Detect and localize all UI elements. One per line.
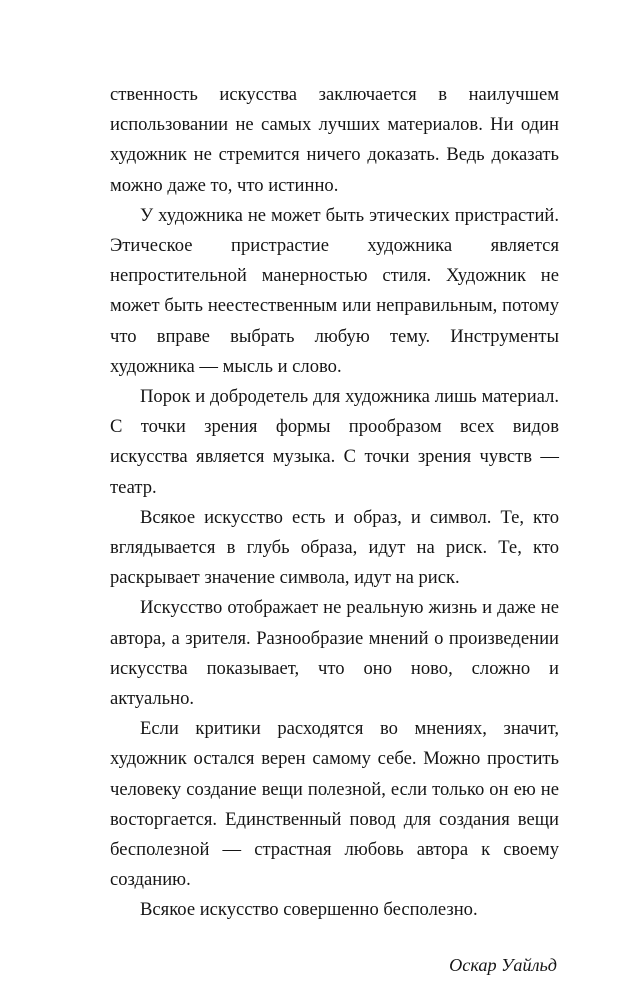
paragraph-spectator: Искусство отображает не реальную жизнь и даже не автора, а зрителя. Разнообразие мнений о произведении искусства показывает, что оно ново, сложно и актуально.: [110, 597, 559, 710]
paragraph-critics: Если критики расходятся во мнениях, значит, художник остался верен самому себе. Можно простить человеку создание вещи полезной, если только он ею не восторгается. Единственный повод для создания вещи бесполезной — страстная любовь автора к своему созданию.: [110, 718, 559, 891]
page-body: [110, 80, 559, 978]
paragraph-continued: ственность искусства заключается в наилучшем использовании не самых лучших материалов. Ни один художник не стремится ничего доказать. Ведь доказать можно даже то, что истинно.: [110, 84, 559, 196]
author-signature: Оскар Уайльд: [449, 954, 557, 975]
paragraph-vice-virtue: Порок и добродетель для художника лишь материал. С точки зрения формы прообразом всех видов искусства является музыка. С точки зрения чувств — театр.: [110, 386, 559, 498]
paragraph-image-symbol: Всякое искусство есть и образ, и символ. Те, кто вглядывается в глубь образа, идут на риск. Те, кто раскрывает значение символа, идут на риск.: [110, 506, 559, 589]
paragraph-final: Всякое искусство совершенно бесполезно.: [140, 899, 478, 921]
paragraph-ethics: У художника не может быть этических пристрастий. Этическое пристрастие художника является непростительной манерностью стиля. Художник не может быть неестественным или неправильным, потому что вправе выбрать любую тему. Инструменты художника — мысль и слово.: [110, 204, 559, 377]
